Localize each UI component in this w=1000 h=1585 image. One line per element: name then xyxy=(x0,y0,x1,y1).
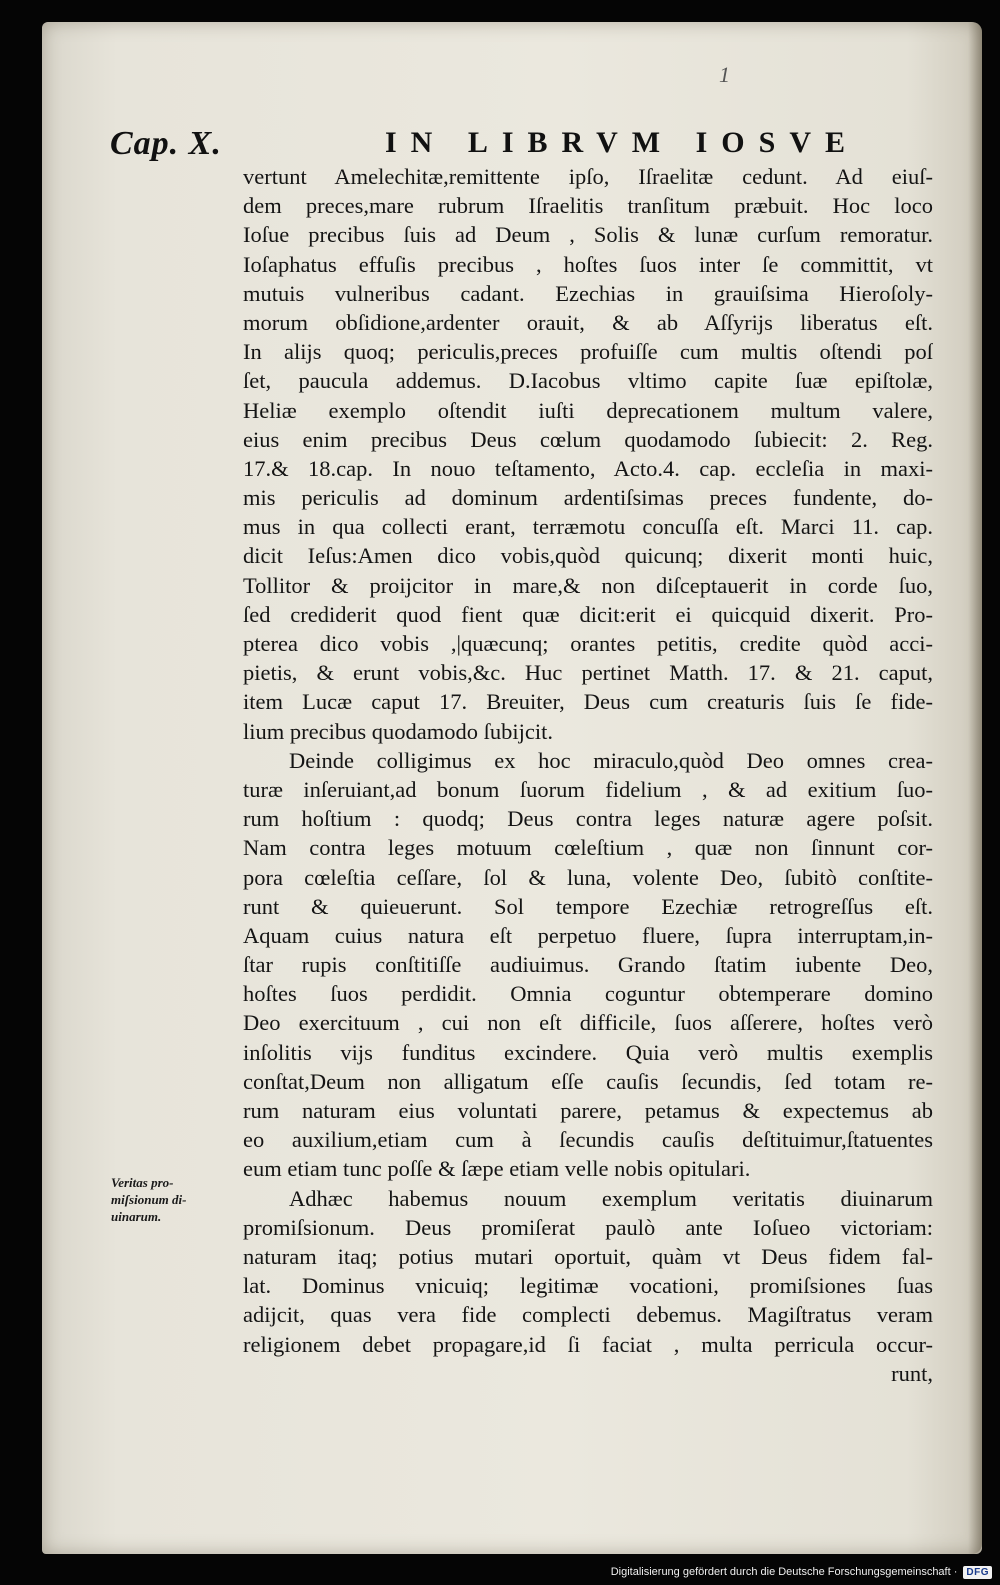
text-line: adijcit, quas vera fide complecti debemus. Magiſtratus veram xyxy=(243,1302,933,1328)
marginal-note-line: uinarum. xyxy=(111,1209,162,1224)
text-line: religionem debet propagare,id ſi faciat , multa perricula occur- xyxy=(243,1331,933,1357)
text-line: mutuis vulneribus cadant. Ezechias in grauiſsima Hieroſoly- xyxy=(243,280,933,306)
text-line: Tollitor & proijcitor in mare,& non diſceptauerit in corde ſuo, xyxy=(243,572,933,598)
marginal-note-line: miſsionum di- xyxy=(111,1192,187,1207)
text-line: eum etiam tunc poſſe & ſæpe etiam velle nobis opitulari. xyxy=(243,1156,751,1182)
digitization-credit xyxy=(611,1563,992,1581)
text-line: Ioſue precibus ſuis ad Deum , Solis & lunæ curſum remoratur. xyxy=(243,222,933,248)
text-line: runt & quieuerunt. Sol tempore Ezechiæ retrogreſſus eſt. xyxy=(243,893,933,919)
chapter-label: Cap. X. xyxy=(110,125,222,162)
body-text xyxy=(243,162,933,1388)
text-line: naturam itaq; potius mutari oportuit, quàm vt Deus fidem fal- xyxy=(243,1243,933,1269)
text-line: dem preces,mare rubrum Iſraelitis tranſitum præbuit. Hoc loco xyxy=(243,193,933,219)
text-line: eius enim precibus Deus cœlum quodamodo ſubiecit: 2. Reg. xyxy=(243,426,933,452)
text-line: 17.& 18.cap. In nouo teſtamento, Acto.4. cap. eccleſia in maxi- xyxy=(243,455,933,481)
text-line: ſet, paucula addemus. D.Iacobus vltimo capite ſuæ epiſtolæ, xyxy=(243,368,933,394)
text-line: vertunt Amelechitæ,remittente ipſo, Iſraelitæ cedunt. Ad eiuſ- xyxy=(243,164,933,189)
text-line: rum naturam eius voluntati parere, petamus & expectemus ab xyxy=(243,1098,933,1123)
text-line: pora cœleſtia ceſſare, ſol & luna, volente Deo, ſubitò conſtite- xyxy=(243,864,933,890)
credit-text: Digitalisierung gefördert durch die Deutsche Forschungsgemeinschaft · xyxy=(610,1566,958,1578)
text-line: promiſsionum. Deus promiſerat paulò ante Ioſueo victoriam: xyxy=(243,1214,933,1240)
text-line: hoſtes ſuos perdidit. Omnia coguntur obtemperare domino xyxy=(243,981,933,1007)
text-line: pterea dico vobis ,|quæcunq; orantes petitis, credite quòd acci- xyxy=(243,631,933,656)
text-line: Deinde colligimus ex hoc miraculo,quòd Deo omnes crea- xyxy=(289,747,933,773)
text-line: item Lucæ caput 17. Breuiter, Deus cum creaturis ſuis ſe fide- xyxy=(243,689,933,715)
text-line: Heliæ exemplo oſtendit iuſti deprecationem multum valere, xyxy=(243,397,933,423)
text-line: dicit Ieſus:Amen dico vobis,quòd quicunq; dixerit monti huic, xyxy=(243,543,933,569)
text-line: Adhæc habemus nouum exemplum veritatis diuinarum xyxy=(289,1185,933,1211)
text-line: ſed crediderit quod fient quæ dicit:erit ei quicquid dixerit. Pro- xyxy=(243,601,933,627)
text-line: Ioſaphatus effuſis precibus , hoſtes ſuos inter ſe committit, vt xyxy=(243,251,933,277)
text-line: Deo exercituum , cui non eſt difficile, ſuos aſſerere, hoſtes verò xyxy=(243,1010,933,1036)
text-line: ſtar rupis conſtitiſſe audiuimus. Grando ſtatim iubente Deo, xyxy=(243,952,933,978)
running-head: IN LIBRVM IOSVE xyxy=(385,126,859,159)
text-line: inſolitis vijs funditus excindere. Quia verò multis exemplis xyxy=(243,1039,933,1065)
marginal-note-line: Veritas pro- xyxy=(111,1175,174,1190)
text-line: lium precibus quodamodo ſubijcit. xyxy=(243,718,553,744)
folio-mark: 1 xyxy=(719,62,730,87)
marginal-note xyxy=(111,1174,231,1225)
text-line: turæ inſeruiant,ad bonum ſuorum fidelium , & ad exitium ſuo- xyxy=(243,776,933,802)
text-line: Aquam cuius natura eſt perpetuo fluere, ſupra interruptam,in- xyxy=(243,922,933,948)
text-line: morum obſidione,ardenter orauit, & ab Aſſyrijs liberatus eſt. xyxy=(243,309,933,335)
text-line: mus in qua collecti erant, terræmotu concuſſa eſt. Marci 11. cap. xyxy=(243,514,933,540)
text-line: In alijs quoq; periculis,preces profuiſſe cum multis oſtendi poſ xyxy=(243,339,933,365)
text-line: mis periculis ad dominum ardentiſsimas preces fundente, do- xyxy=(243,485,933,511)
catchword: runt, xyxy=(891,1360,933,1386)
dfg-logo: DFG xyxy=(963,1566,992,1579)
text-line: conſtat,Deum non alligatum eſſe cauſis ſecundis, ſed totam re- xyxy=(243,1068,933,1094)
text-line: pietis, & erunt vobis,&c. Huc pertinet Matth. 17. & 21. caput, xyxy=(243,660,933,686)
text-line: lat. Dominus vnicuiq; legitimæ vocationi, promiſsiones ſuas xyxy=(243,1273,933,1299)
text-line: eo auxilium,etiam cum à ſecundis cauſis deſtituimur,ſtatuentes xyxy=(243,1127,933,1153)
text-line: rum hoſtium : quodq; Deus contra leges naturæ agere poſsit. xyxy=(243,806,933,832)
text-line: Nam contra leges motuum cœleſtium , quæ non ſinnunt cor- xyxy=(243,835,933,861)
